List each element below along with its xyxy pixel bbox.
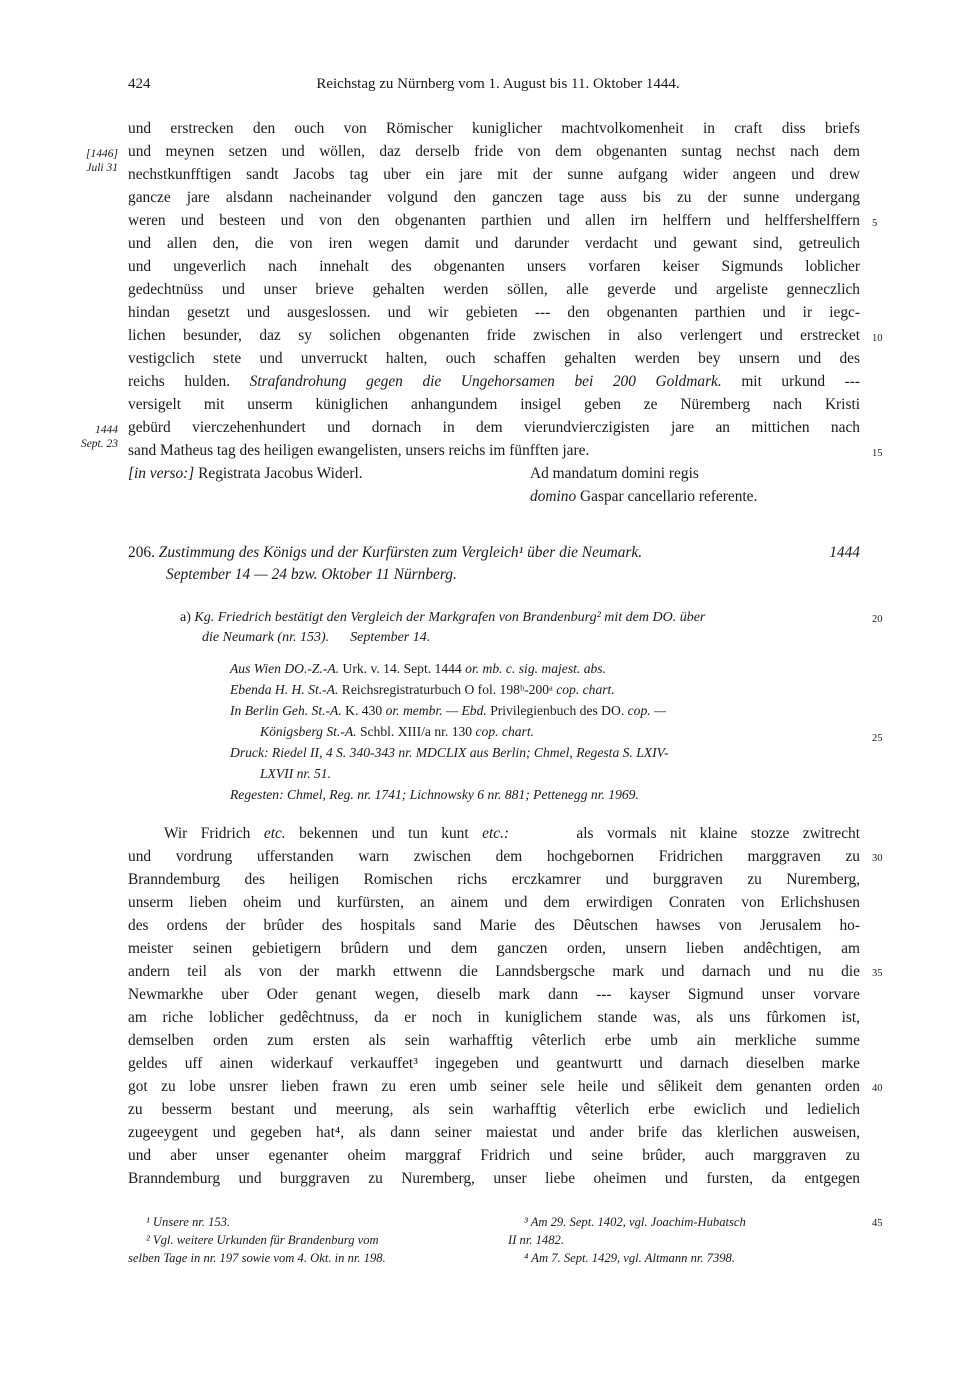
text-line: gebürd vierczehenhundert und dornach in dem vierundvierczigisten jare an mittichen nach: [128, 419, 860, 436]
margin-note-date-2: [60, 423, 118, 451]
body-line: unserm lieben oheim und kurfürsten, an ainem und dem erwirdigen Conraten von Erlichshusen: [128, 894, 860, 911]
text-line-mixed: [128, 394, 860, 416]
footnote-4: ⁴ Am 7. Sept. 1429, vgl. Altmann nr. 7398.: [524, 1251, 736, 1265]
line-number: 20: [872, 614, 883, 625]
text-line: gedechtnüss und unser brieve gehalten werden söllen, alle geverde und argeliste genneczlich: [128, 281, 860, 298]
subitem-a-line-1: [180, 608, 860, 628]
text-line: weren und besteen und von den obgenanten parthien und allen irn helffern und helffershelffern: [128, 212, 860, 229]
source-entry: [230, 658, 862, 679]
body-line: geldes uff ainen widerkauf verkauffet³ ingegeben und geantwurtt und darnach dieselben marke: [128, 1055, 860, 1072]
source-archive: In Berlin Geh. St.-A.: [230, 703, 342, 718]
body-line: got zu lobe unsrer lieben frawn zu eren umb seiner sele heile und sêlikeit dem genanten orden: [128, 1078, 860, 1095]
source-type: or. membr. — Ebd.: [385, 703, 487, 718]
body-line: Branndemburg des heiligen Romischen richs erczkamrer und burggraven zu Nuremberg,: [128, 871, 860, 888]
registrata-text: Registrata Jacobus Widerl.: [198, 465, 363, 482]
body-line: des ordens der brûder des hospitals sand Marie des Dêutschen hawses von Jerusalem ho-: [128, 917, 860, 934]
running-header: [128, 76, 868, 98]
source-type: or. mb. c. sig. majest. abs.: [465, 661, 606, 676]
line-number: 15: [872, 448, 883, 459]
body-line: zu besserm bestant und meerung, als sein warhafftig vêterlich erbe ewiclich und ledielich: [128, 1101, 860, 1118]
text-fragment: versigelt mit unserm küniglichen anhangundem insigel: [128, 396, 562, 413]
page-number: 424: [128, 76, 151, 92]
body-fragment: Wir Fridrich: [164, 825, 251, 842]
body-line: Newmarkhe uber Oder genant wegen, dieselb mark dann --- kayser Sigmund unser vorvare: [128, 986, 860, 1003]
document-heading: [128, 542, 860, 586]
text-line: und meynen setzen und wöllen, daz derselb fride von dem obgenanten suntag nechst nach dem: [128, 143, 860, 160]
body-line: andern teil als von der markh ettwenn die Lanndsbergsche mark und darnach und nu die: [128, 963, 860, 980]
source-continuation: [230, 721, 862, 742]
line-number: 35: [872, 968, 883, 979]
body-line: demselben orden zum ersten als sein warhafftig vêterlich erbe umb ain merkliche summe: [128, 1032, 860, 1049]
text-line: lichen besunder, daz sy solichen obgenanten fride zwischen in also verlengert und erstrecket: [128, 327, 860, 344]
source-entry: [230, 679, 862, 700]
text-line: und allen den, die von iren wegen damit und darunder verdacht und gewant sind, getreulich: [128, 235, 860, 252]
body-line: und aber unser egenanter oheim marggraf Fridrich und seine brûder, auch marggraven zu: [128, 1147, 860, 1164]
line-number: 5: [872, 218, 878, 229]
margin-note-year: 1444: [95, 424, 118, 436]
mandate-referente: Gaspar cancellario referente.: [580, 488, 758, 505]
document-heading-line-1: [128, 542, 860, 564]
editorial-note: Strafandrohung gegen die Ungehorsamen bei 200 Goldmark.: [249, 373, 722, 390]
body-first-line: [128, 822, 860, 845]
margin-note-year: [1446]: [86, 148, 118, 160]
footnote-3-continuation: II nr. 1482.: [508, 1233, 564, 1247]
footnote-line: ² Vgl. weitere Urkunden für Brandenburg vom: [146, 1233, 379, 1247]
source-archive: Ebenda H. H. St.-A.: [230, 682, 339, 697]
body-line: am riche loblicher gedêchtnuss, da er noch in kuniglichem stande was, als uns fûrkomen ist,: [128, 1009, 860, 1026]
source-ref: Schbl. XIII/a nr. 130: [359, 724, 473, 739]
text-fragment: reichs hulden.: [128, 373, 231, 390]
body-line: meister seinen gebietigern brûdern und dem ganczen orden, unsern lieben andêchtigen, am: [128, 940, 860, 957]
document-title-line-2: September 14 — 24 bzw. Oktober 11 Nürnberg.: [166, 566, 457, 583]
text-fragment: geben ze Nüremberg nach Kristi: [584, 396, 860, 413]
source-ref: Urk. v. 14. Sept. 1444: [342, 661, 462, 676]
line-number: 30: [872, 853, 883, 864]
document-number: 206.: [128, 544, 155, 561]
footnote-1: ¹ Unsere nr. 153.: [146, 1215, 231, 1229]
text-line: nechstkunfftigen sandt Jacobs tag uber ein jare mit der sunne aufgang wider angeen und drew: [128, 166, 860, 183]
body-line: Branndemburg und burggraven zu Nuremberg, unser liebe oheimen und fursten, da entgegen: [128, 1170, 860, 1187]
body-fragment: als vormals nit klaine stozze zwitrecht: [576, 825, 860, 842]
line-number: 40: [872, 1083, 883, 1094]
text-line-mixed: [128, 371, 860, 393]
subitem-a: [180, 608, 860, 648]
subitem-text: Kg. Friedrich bestätigt den Vergleich der Markgrafen von Brandenburg² mit dem DO. über: [194, 610, 706, 625]
subitem-a-line-2: [180, 628, 860, 648]
margin-note-day: Juli 31: [86, 162, 118, 174]
margin-note-date-1: [60, 147, 118, 175]
subitem-text: die Neumark (nr. 153).: [202, 630, 330, 645]
print-ref: Druck: Riedel II, 4 S. 340-343 nr. MDCLIX aus Berlin; Chmel, Regesta S. LXIV-: [230, 745, 669, 760]
line-number: 25: [872, 733, 883, 744]
margin-note-day: Sept. 23: [80, 438, 118, 450]
verso-prefix: [in verso:]: [128, 465, 195, 482]
subitem-label: a): [180, 610, 191, 625]
mandate-line-1: Ad mandatum domini regis: [530, 465, 699, 482]
text-line: und erstrecken den ouch von Römischer kuniglicher machtvolkomenheit in craft diss briefs: [128, 120, 860, 137]
running-title: Reichstag zu Nürnberg vom 1. August bis 11. Oktober 1444.: [316, 76, 680, 92]
source-type: cop. chart.: [475, 724, 535, 739]
body-etc: etc.:: [482, 825, 510, 842]
document-title: Zustimmung des Königs und der Kurfürsten zum Vergleich¹ über die Neumark.: [158, 544, 643, 561]
source-ref: Reichsregistraturbuch O fol. 198ᵇ-200ᵃ: [341, 682, 553, 697]
subitem-date: September 14.: [350, 630, 431, 645]
text-line: sand Matheus tag des heiligen ewangelisten, unsers reichs im fünfften jare.: [128, 442, 590, 459]
mandate-line-2: [530, 486, 850, 508]
text-fragment: mit urkund ---: [741, 373, 860, 390]
source-type: cop. chart.: [556, 682, 615, 697]
source-type: cop. —: [627, 703, 667, 718]
footnote-3: ³ Am 29. Sept. 1402, vgl. Joachim-Hubatsch: [524, 1215, 746, 1229]
line-number: 10: [872, 333, 883, 344]
source-archive: Aus Wien DO.-Z.-A.: [230, 661, 340, 676]
body-etc: etc.: [263, 825, 286, 842]
line-number: 45: [872, 1218, 883, 1229]
text-line: vestigclich stete und unverruckt halten, ouch schaffen gehalten werden bey unsern und des: [128, 350, 860, 367]
source-archive: Königsberg St.-A.: [260, 724, 357, 739]
footnote-2-continuation: selben Tage in nr. 197 sowie vom 4. Okt. in nr. 198.: [128, 1251, 386, 1265]
source-entry-regesten: Regesten: Chmel, Reg. nr. 1741; Lichnowsky 6 nr. 881; Pettenegg nr. 1969.: [230, 787, 639, 802]
footnote-2: [146, 1231, 491, 1249]
text-line: und ungeverlich nach innehalt des obgenanten unsers vorfaren keiser Sigmunds loblicher: [128, 258, 860, 275]
document-title-line-1: [128, 542, 642, 564]
source-entry-print: [230, 742, 862, 784]
source-list: [230, 658, 862, 805]
mandate-domino: domino: [530, 488, 577, 505]
body-line: und vordrung ufferstanden warn zwischen dem hochgebornen Fridrichen marggraven zu: [128, 848, 860, 865]
print-ref-continuation: LXVII nr. 51.: [260, 766, 331, 781]
text-line: gancze jare alsdann nacheinander volgund den ganczen tage auss bis zu der sunne undergang: [128, 189, 860, 206]
document-year: 1444: [829, 544, 860, 561]
body-fragment: bekennen und tun kunt: [299, 825, 469, 842]
source-entry: [230, 700, 862, 742]
body-line: zugeeygent und gegeben hat⁴, als dann seiner maiestat und ander brife das klerlichen ausweisen,: [128, 1124, 860, 1141]
source-ref: K. 430: [345, 703, 383, 718]
source-ref: Privilegienbuch des DO.: [490, 703, 625, 718]
text-line: hindan gesetzt und ausgeslossen. und wir gebieten --- den obgenanten parthien und ir iegc-: [128, 304, 860, 321]
